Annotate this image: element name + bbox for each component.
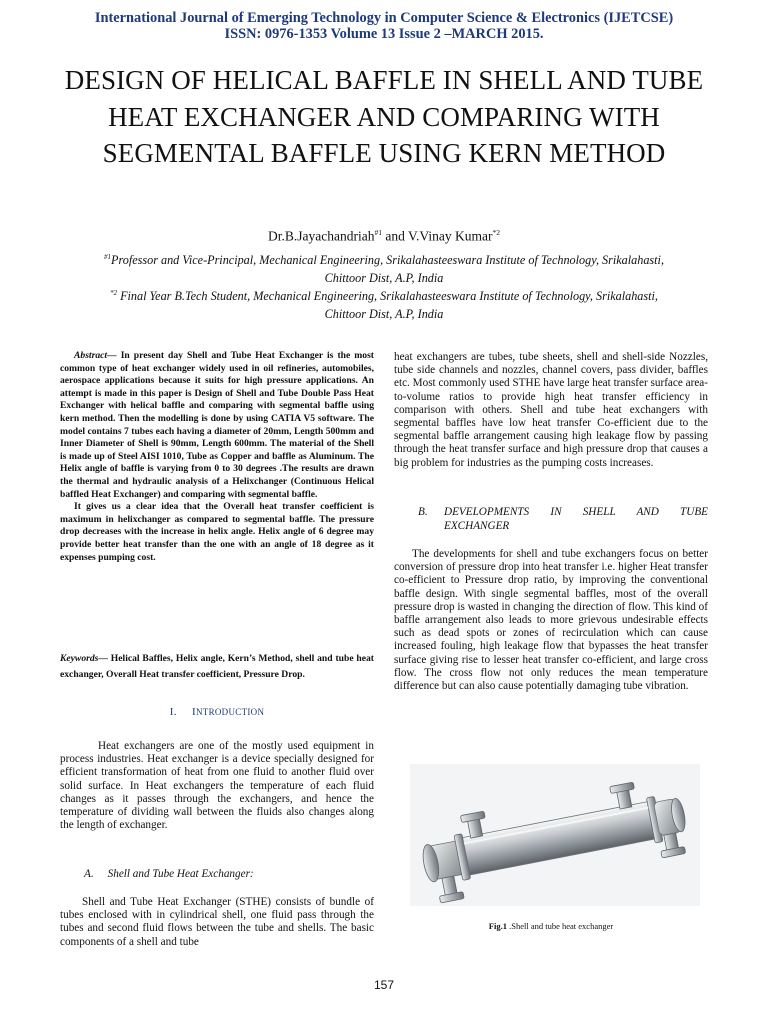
sthe-body <box>60 896 374 949</box>
figure-caption <box>394 921 708 931</box>
subsection-b-title-1: DEVELOPMENTS IN SHELL AND TUBE <box>444 506 708 518</box>
introduction-paragraph: Heat exchangers are one of the mostly used equipment in process industries. Heat exchanger is a device specially designed for efficient transformation of heat from one fluid to another fluid over solid surface. In Heat exchangers the temperature of each fluid changes as it passes through the exchangers, and hence the temperature of dividing wall between the fluids also changes along the length of exchanger. <box>60 740 374 832</box>
introduction-body <box>60 740 374 832</box>
author-2-marker: *2 <box>492 228 500 237</box>
abstract-paragraph-2: It gives us a clear idea that the Overall heat transfer coefficient is maximum in helixchanger as compared to segmental baffle. The pressure drop decreases with the increase in helix angle. Helix angle of 6 degree may provide better heat transfer than the one with an angle of 18 degree as it expenses pumping cost. <box>60 501 374 563</box>
keywords <box>60 651 374 683</box>
abstract <box>60 350 374 564</box>
keywords-text: Helical Baffles, Helix angle, Kern’s Method, shell and tube heat exchanger, Overall Heat transfer coefficient, Pressure Drop. <box>60 653 374 680</box>
journal-header <box>0 10 768 42</box>
keywords-label: Keywords— <box>60 653 108 664</box>
figure-caption-text: .Shell and tube heat exchanger <box>506 921 614 931</box>
right-column-continuation <box>394 351 708 470</box>
affiliation-2 <box>70 284 698 323</box>
author-conjunction: and <box>382 228 409 244</box>
affiliation-1-line1: Professor and Vice-Principal, Mechanical Engineering, Srikalahasteeswara Institute of Technology, Srikalahasti, <box>111 253 664 268</box>
heat-exchanger-illustration <box>410 764 700 906</box>
figure-label: Fig.1 <box>488 921 507 931</box>
developments-body <box>394 548 708 693</box>
sthe-paragraph: Shell and Tube Heat Exchanger (STHE) consists of bundle of tubes enclosed with in cylindrical shell, one fluid pass through the tubes and second fluid flows between the tube and shells. The basic components of a shell and tube <box>60 896 374 948</box>
author-2: V.Vinay Kumar <box>408 228 493 244</box>
continuation-paragraph: heat exchangers are tubes, tube sheets, shell and shell-side Nozzles, tube side channels and nozzles, channel covers, pass divider, baffles etc. Most commonly used STHE have large heat transfer surface area-to-volume ratios to provide high heat transfer efficiency in comparison with others. Shell and tube heat exchangers with segmental baffles have low heat transfer Co-efficient due to the segmental baffle arrangement causing high leakage flow by passing through the heat transfer surface and high pressure drop that causes a big problem for industries as the pumping costs increases. <box>394 351 708 469</box>
abstract-label: Abstract— <box>74 350 117 361</box>
subsection-a-number: A. <box>84 868 94 880</box>
heat-exchanger-figure <box>410 764 700 906</box>
affiliation-1 <box>70 248 698 287</box>
journal-issue: ISSN: 0976-1353 Volume 13 Issue 2 –MARCH 2015. <box>224 26 544 42</box>
subsection-b-heading <box>418 505 708 533</box>
developments-paragraph: The developments for shell and tube exchangers focus on better conversion of pressure drop into heat transfer i.e. higher Heat transfer co-efficient to Pressure drop ratio, by improving the conventional baffle design. With single segmental baffles, most of the overall pressure drop is wasted in changing the direction of flow. This kind of baffle arrangement also leads to more grievous undesirable effects such as dead spots or zones of recirculation which can cause increased fouling, high leakage flow that bypasses the heat transfer surface giving rise to lesser heat transfer co-efficient, and large cross flow. The cross flow not only reduces the mean temperature difference but can also cause potentially damaging tube vibration. <box>394 548 708 693</box>
affiliation-1-line2: Chittoor Dist, A.P, India <box>324 271 444 286</box>
section-rest: NTRODUCTION <box>195 707 265 717</box>
subsection-b-number: B. <box>418 506 428 518</box>
subsection-a-heading <box>84 868 254 880</box>
affiliation-1-marker: #1 <box>104 253 111 261</box>
page-number: 157 <box>373 978 395 992</box>
subsection-a-title: Shell and Tube Heat Exchanger: <box>107 868 254 880</box>
section-number: I. <box>169 706 177 718</box>
author-1-marker: #1 <box>374 228 383 237</box>
abstract-paragraph-1 <box>60 350 374 501</box>
subsection-b-title-2: EXCHANGER <box>444 520 510 532</box>
affiliation-2-line1: Final Year B.Tech Student, Mechanical Engineering, Srikalahasteeswara Institute of Technology, Srikalahasti, <box>117 289 658 304</box>
subsection-b-line-1 <box>418 505 708 519</box>
paper-title: DESIGN OF HELICAL BAFFLE IN SHELL AND TUBE HEAT EXCHANGER AND COMPARING WITH SEGMENTAL BAFFLE USING KERN METHOD <box>64 65 704 168</box>
affiliation-2-marker: *2 <box>110 289 118 297</box>
authors-line <box>0 228 768 245</box>
author-1: Dr.B.Jayachandriah <box>268 228 375 244</box>
journal-name: International Journal of Emerging Technology in Computer Science & Electronics (IJETCSE) <box>94 10 674 26</box>
section-heading-introduction <box>60 706 374 718</box>
section-first-letter: I <box>192 706 196 718</box>
affiliation-2-line2: Chittoor Dist, A.P, India <box>324 307 444 322</box>
abstract-text-1: In present day Shell and Tube Heat Exchanger is the most common type of heat exchanger widely used in oil refineries, automobiles, aerospace applications because it suits for high pressure applications. An attempt is made in this paper is Design of Shell and Tube Double Pass Heat Exchanger with helical baffle and comparing with segmental baffle using kern method. Then the modelling is done by using CATIA V5 software. The model contains 7 tubes each having a diameter of 20mm, Length 500mm and Inner Diameter of Shell is 90mm, Length 600mm. The material of the Shell is made up of Steel AISI 1010, Tube as Copper and baffle as Aluminum. The Helix angle of baffle is varying from 0 to 30 degrees .The results are drawn the thermal and hydraulic analysis of a Helixchanger (Continuous Helical baffled Heat Exchanger) and comparing with segmental baffle. <box>60 350 374 500</box>
